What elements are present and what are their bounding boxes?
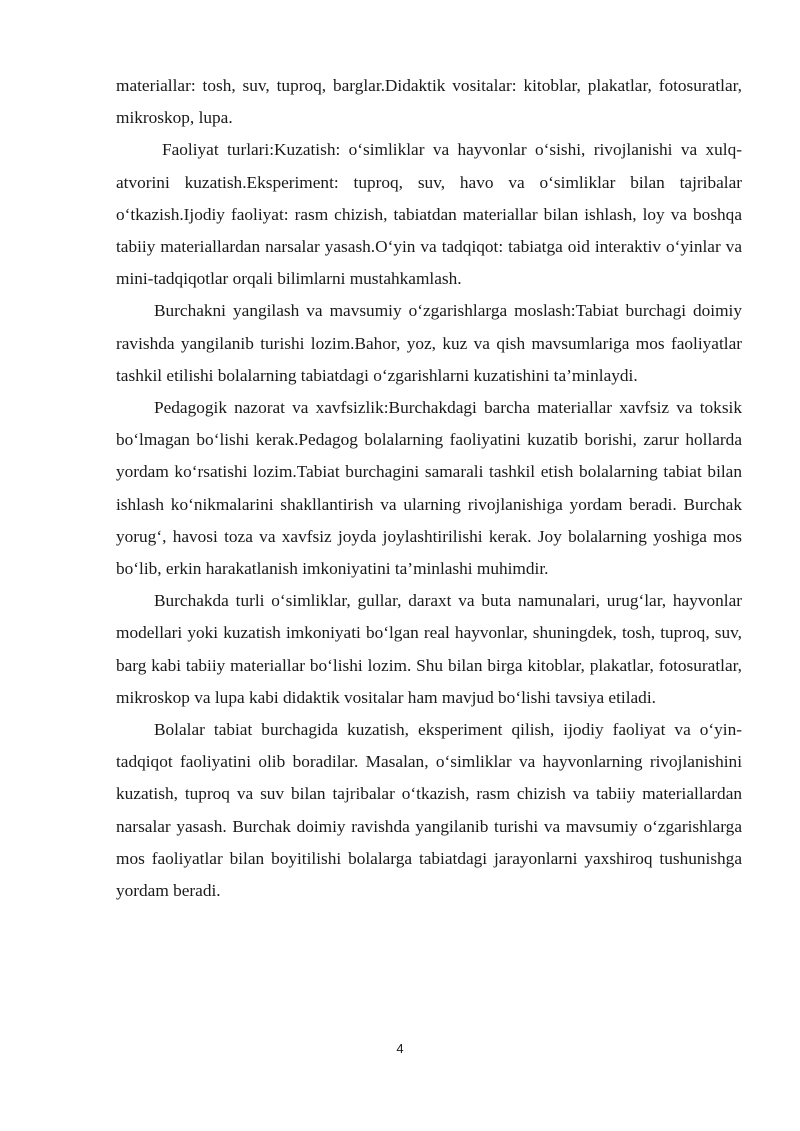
- page-number: 4: [396, 1041, 404, 1056]
- paragraph-activity-types: Faoliyat turlari:Kuzatish: o‘simliklar va hayvonlar o‘sishi, rivojlanishi va xulq-atvorini kuzatish.Eksperiment: tuproq, suv, havo va o‘simliklar bilan tajribalar o‘tkazish.Ijodiy faoliyat: rasm chizish, tabiatdan materiallar bilan ishlash, loy va boshqa tabiiy materiallardan narsalar yasash.O‘yin va tadqiqot: tabiatga oid interaktiv o‘yinlar va mini-tadqiqotlar orqali bilimlarni mustahkamlash.: [116, 140, 742, 289]
- paragraph-materials: Burchakda turli o‘simliklar, gullar, daraxt va buta namunalari, urug‘lar, hayvonlar modellari yoki kuzatish imkoniyati bo‘lgan real hayvonlar, shuningdek, tosh, tuproq, suv, barg kabi tabiiy materiallar bo‘lishi lozim. Shu bilan birga kitoblar, plakatlar, fotosuratlar, mikroskop va lupa kabi didaktik vositalar ham mavjud bo‘lishi tavsiya etiladi.: [116, 591, 742, 707]
- paragraph-safety: Pedagogik nazorat va xavfsizlik:Burchakdagi barcha materiallar xavfsiz va toksik bo‘lmagan bo‘lishi kerak.Pedagog bolalarning faoliyatini kuzatib borishi, zarur hollarda yordam ko‘rsatishi lozim.Tabiat burchagini samarali tashkil etish bolalarning tabiat bilan ishlash ko‘nikmalarini shakllantirish va ularning rivojlanishiga yordam beradi. Burchak yorug‘, havosi toza va xavfsiz joyda joylashtirilishi kerak. Joy bolalarning yoshiga mos bo‘lib, erkin harakatlanish imkoniyatini ta’minlashi muhimdir.: [116, 398, 742, 579]
- paragraph-activities: Bolalar tabiat burchagida kuzatish, eksperiment qilish, ijodiy faoliyat va o‘yin-tadqiqot faoliyatini olib boradilar. Masalan, o‘simliklar va hayvonlarning rivojlanishini kuzatish, tuproq va suv bilan tajribalar o‘tkazish, rasm chizish va tabiiy materiallardan narsalar yasash. Burchak doimiy ravishda yangilanib turishi va mavsumiy o‘zgarishlarga mos faoliyatlar bilan boyitilishi bolalarga tabiatdagi jarayonlarni yaxshiroq tushunishga yordam beradi.: [116, 720, 742, 901]
- paragraph-seasonal-update: Burchakni yangilash va mavsumiy o‘zgarishlarga moslash:Tabiat burchagi doimiy ravishda yangilanib turishi lozim.Bahor, yoz, kuz va qish mavsumlariga mos faoliyatlar tashkil etilishi bolalarning tabiatdagi o‘zgarishlarni kuzatishini ta’minlaydi.: [116, 301, 742, 385]
- paragraph-continued: materiallar: tosh, suv, tuproq, barglar.Didaktik vositalar: kitoblar, plakatlar, fotosuratlar, mikroskop, lupa.: [116, 76, 742, 128]
- document-page: [116, 70, 742, 907]
